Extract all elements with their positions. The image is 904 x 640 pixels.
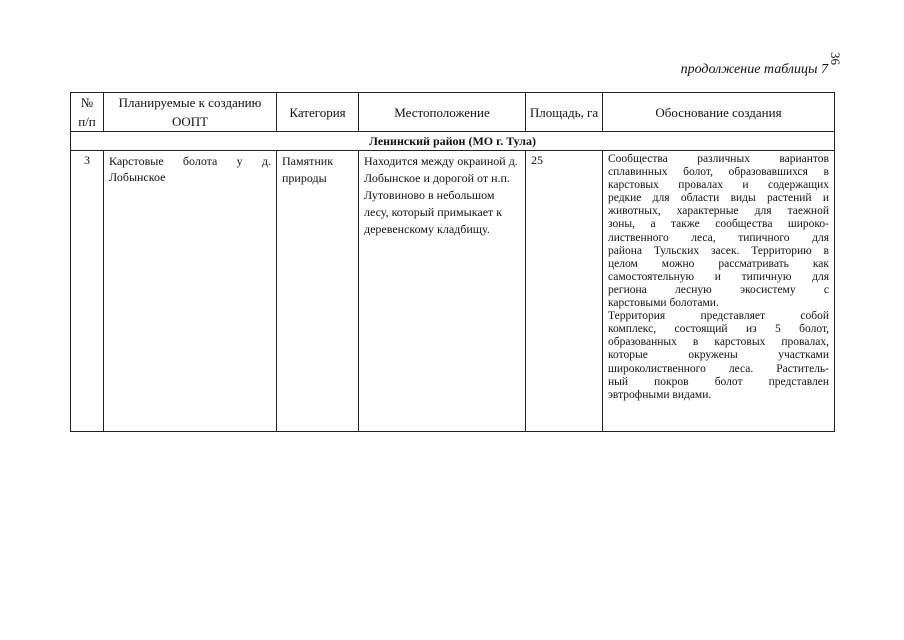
header-location: Местоположение xyxy=(359,93,526,132)
justification-line: региона лесную экосистему с xyxy=(608,283,829,296)
section-title: Ленинский район (МО г. Тула) xyxy=(71,132,835,151)
justification-line: района Тульских засек. Территорию в xyxy=(608,244,829,257)
justification-line: образованных в карстовых провалах, xyxy=(608,336,829,349)
justification-line: широколиственного леса. Раститель- xyxy=(608,362,829,375)
justification-line: самостоятельную и типичную для xyxy=(608,270,829,283)
page-number: 36 xyxy=(828,52,843,65)
cell-name-line: Карстовые болота у д. xyxy=(109,154,271,168)
section-row xyxy=(71,132,835,151)
justification-line: ный покров болот представлен xyxy=(608,375,829,388)
header-name: Планируемые к созданию ООПТ xyxy=(104,93,277,132)
justification-line: которые окружены участками xyxy=(608,349,829,362)
header-area: Площадь, га xyxy=(526,93,603,132)
justification-line: Территория представляет собой xyxy=(608,310,829,323)
justification-line: животных, характерные для таежной xyxy=(608,205,829,218)
cell-area: 25 xyxy=(526,151,603,432)
cell-name-line: Лобынское xyxy=(109,170,166,184)
table-continuation-label: продолжение таблицы 7 xyxy=(680,62,828,77)
cell-category: Памятник природы xyxy=(277,151,359,432)
table-header-row xyxy=(71,93,835,132)
justification-line: эвтрофными видами. xyxy=(608,388,712,401)
header-justification: Обоснование создания xyxy=(603,93,835,132)
justification-line: сплавинных болот, образовавшихся в xyxy=(608,166,829,179)
justification-line: целом можно рассматривать как xyxy=(608,257,829,270)
justification-line: комплекс, состоящий из 5 болот, xyxy=(608,323,829,336)
header-category: Категория xyxy=(277,93,359,132)
table-row xyxy=(71,151,835,432)
justification-line: карстовых провалах и содержащих xyxy=(608,179,829,192)
cell-justification xyxy=(603,151,835,432)
cell-name xyxy=(104,151,277,432)
justification-line: карстовыми болотами. xyxy=(608,297,719,310)
cell-num: 3 xyxy=(71,151,104,432)
justification-line: Сообщества различных вариантов xyxy=(608,153,829,165)
cell-location: Находится между окраиной д. Лобынское и дорогой от н.п. Лутовиново в небольшом лесу, который примыкает к деревенскому кладбищу. xyxy=(359,151,526,432)
protected-areas-table xyxy=(70,92,835,432)
justification-line: лиственного леса, типичного для xyxy=(608,231,829,244)
justification-line: редкие для области виды растений и xyxy=(608,192,829,205)
justification-line: зоны, а также сообщества широко- xyxy=(608,218,829,231)
header-num: № п/п xyxy=(71,93,104,132)
